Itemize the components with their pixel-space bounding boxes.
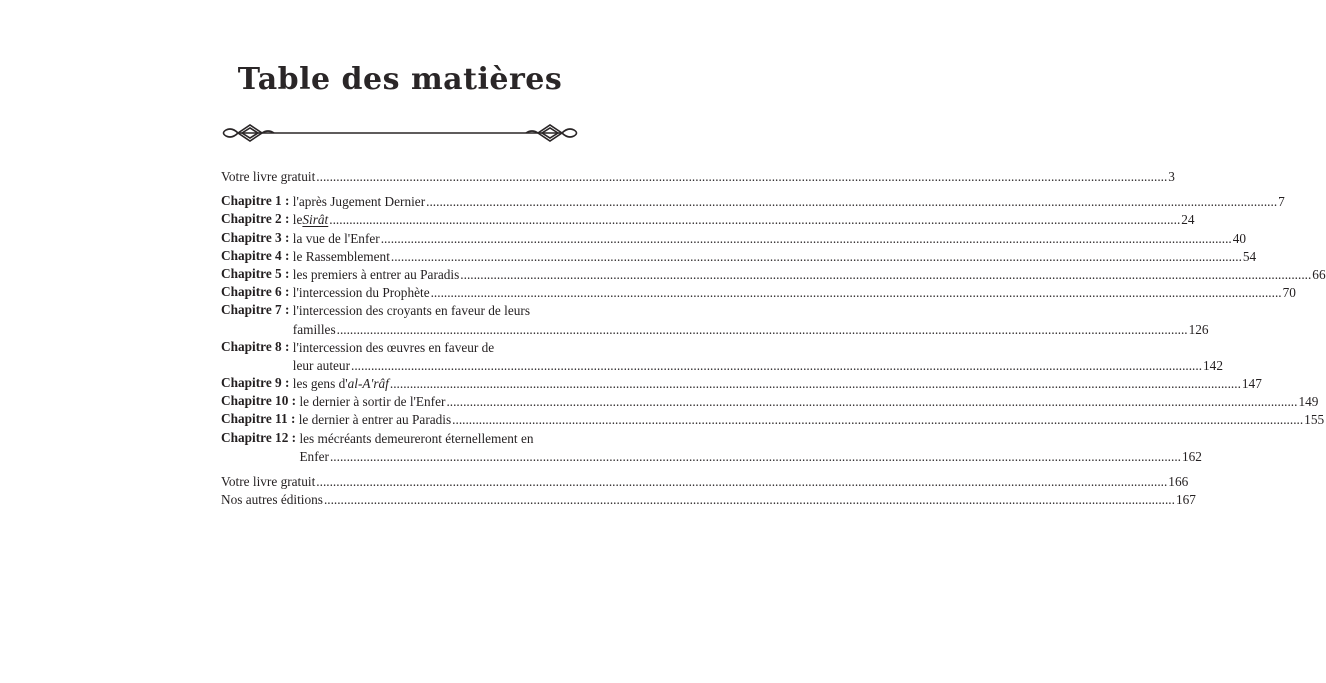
page-number: 147 [1241, 376, 1262, 392]
toc-entry-chapter-7[interactable] [221, 302, 1209, 338]
dot-leader [329, 211, 1180, 229]
toc-entry-chapter-3[interactable] [221, 229, 1247, 248]
toc-entry-chapter-12[interactable] [221, 429, 1202, 466]
chapter-label: Chapitre 10 : [221, 393, 297, 409]
chapter-label: Chapitre 1 : [221, 193, 290, 209]
chapter-title-continued: leur auteur [292, 357, 351, 373]
toc-entry-back-0[interactable] [221, 473, 1189, 491]
dot-leader [337, 321, 1188, 339]
chapter-title: le [292, 212, 303, 228]
chapter-label: Chapitre 6 : [221, 284, 290, 300]
toc-entry-text: Nos autres éditions [221, 492, 323, 508]
dot-leader [324, 491, 1175, 509]
chapter-title: l'après Jugement Dernier [292, 194, 426, 210]
dot-leader [330, 448, 1181, 466]
page-number: 24 [1181, 212, 1195, 228]
toc-entry-chapter-10[interactable] [221, 393, 1319, 411]
chapter-title: les premiers à entrer au Paradis [292, 266, 460, 282]
chapter-title: les mécréants demeureront éternellement en [299, 430, 534, 446]
page-number: 54 [1242, 248, 1257, 264]
toc-entry-chapter-11[interactable] [221, 411, 1325, 429]
page-number: 3 [1168, 169, 1175, 184]
chapter-title: le dernier à sortir de l'Enfer [299, 394, 446, 410]
chapter-title: le dernier à entrer au Paradis [298, 412, 452, 428]
dot-leader [391, 248, 1242, 266]
page-number: 167 [1175, 492, 1196, 508]
toc-entry-chapter-8[interactable] [221, 338, 1223, 375]
chapter-label: Chapitre 4 : [221, 247, 290, 263]
divider-ornament-icon [218, 120, 582, 146]
dot-leader [316, 473, 1167, 491]
chapter-title: l'intercession des œuvres en faveur de [292, 339, 495, 355]
toc-entry-chapter-6[interactable] [221, 284, 1296, 302]
toc-entry-back-1[interactable] [221, 491, 1196, 509]
chapter-label: Chapitre 5 : [221, 265, 290, 281]
page-number: 162 [1181, 448, 1202, 464]
toc-entry-chapter-2[interactable] [221, 211, 1195, 229]
dot-leader [351, 357, 1202, 375]
page-number: 142 [1203, 357, 1223, 373]
dot-leader [452, 411, 1303, 429]
dot-leader [431, 284, 1282, 302]
toc-entry-text: Votre livre gratuit [221, 169, 316, 184]
toc-entry-chapter-4[interactable] [221, 247, 1257, 266]
page-number: 126 [1188, 321, 1209, 337]
chapter-title: les gens d' [292, 376, 348, 392]
chapter-title-continued: Enfer [299, 448, 329, 464]
chapter-label: Chapitre 7 : [221, 302, 290, 318]
chapter-title: le Rassemblement [292, 248, 390, 264]
page-number: 66 [1312, 266, 1326, 282]
page-number: 70 [1282, 285, 1296, 301]
dot-leader [316, 168, 1167, 186]
chapter-label: Chapitre 11 : [221, 411, 296, 427]
chapter-label: Chapitre 8 : [221, 338, 290, 354]
toc-entry-chapter-5[interactable] [221, 265, 1326, 284]
chapter-title-term: Sirât [302, 212, 329, 228]
dot-leader [446, 393, 1297, 411]
page-number: 155 [1304, 412, 1325, 428]
page-number: 149 [1298, 394, 1319, 410]
chapter-title: l'intercession des croyants en faveur de leurs [292, 303, 531, 319]
dot-leader [390, 375, 1241, 393]
chapter-title-continued: familles [292, 321, 336, 337]
chapter-list [221, 193, 1326, 466]
chapter-label: Chapitre 9 : [221, 375, 290, 391]
page-number: 7 [1278, 194, 1285, 210]
chapter-title: la vue de l'Enfer [292, 230, 380, 246]
page-number: 166 [1168, 474, 1189, 489]
chapter-label: Chapitre 3 : [221, 229, 290, 245]
page-title: Table des matières [237, 62, 563, 97]
dot-leader [460, 266, 1311, 284]
toc-entry-chapter-9[interactable] [221, 375, 1262, 393]
chapter-title: l'intercession du Prophète [292, 285, 430, 301]
chapter-label: Chapitre 12 : [221, 429, 297, 445]
chapter-title-term: al-A'râf [347, 376, 389, 392]
toc-entry-front-0[interactable] [221, 168, 1175, 186]
dot-leader [426, 193, 1277, 211]
dot-leader [381, 230, 1232, 248]
toc-entry-text: Votre livre gratuit [221, 474, 316, 489]
chapter-label: Chapitre 2 : [221, 211, 290, 227]
table-of-contents [221, 168, 1326, 509]
page-number: 40 [1232, 230, 1247, 246]
toc-entry-chapter-1[interactable] [221, 193, 1285, 211]
